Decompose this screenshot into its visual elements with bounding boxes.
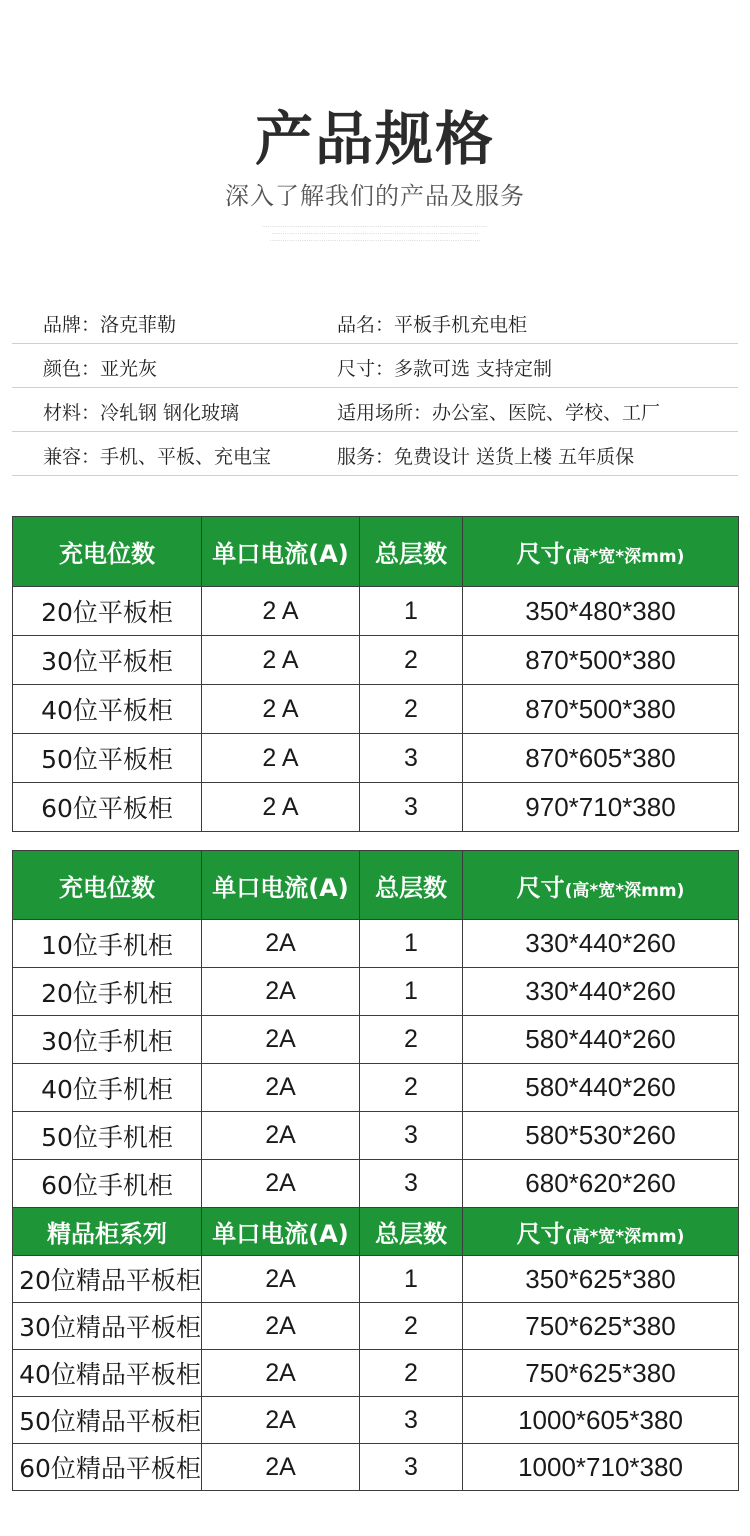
table-row — [13, 920, 739, 968]
dimensions-value: 870*500*380 — [463, 636, 739, 685]
table-row — [13, 1350, 739, 1397]
spec-service: 服务：免费设计 送货上楼 五年质保 — [337, 446, 635, 468]
dimensions-value: 750*625*380 — [463, 1303, 739, 1350]
table-row — [13, 1397, 739, 1444]
table-header-row — [13, 851, 739, 920]
spec-product-name: 品名：平板手机充电柜 — [337, 314, 528, 336]
table-row — [13, 685, 739, 734]
layer-count: 2 — [360, 685, 463, 734]
dimensions-value: 330*440*260 — [463, 920, 739, 968]
decorative-fine-print: ··············································································································· — [271, 231, 479, 237]
table-row — [13, 1160, 739, 1208]
layer-count: 1 — [360, 1256, 463, 1303]
model-name: 20位精品平板柜 — [13, 1256, 202, 1303]
current-value: 2 A — [202, 734, 360, 783]
layer-count: 3 — [360, 783, 463, 832]
current-value: 2A — [202, 1160, 360, 1208]
spec-row — [12, 432, 738, 476]
model-name: 20位平板柜 — [13, 587, 202, 636]
dimensions-value: 580*530*260 — [463, 1112, 739, 1160]
current-value: 2 A — [202, 636, 360, 685]
model-name: 20位手机柜 — [13, 968, 202, 1016]
table-row — [13, 783, 739, 832]
table-header-row — [13, 517, 739, 587]
table-row — [13, 1112, 739, 1160]
current-value: 2A — [202, 1350, 360, 1397]
layer-count: 2 — [360, 1064, 463, 1112]
dimensions-value: 350*625*380 — [463, 1256, 739, 1303]
current-value: 2A — [202, 1016, 360, 1064]
table-row — [13, 1064, 739, 1112]
col-header-size — [463, 1208, 739, 1256]
col-header-size — [463, 851, 739, 920]
model-name: 30位手机柜 — [13, 1016, 202, 1064]
table-row — [13, 1444, 739, 1491]
model-name: 40位平板柜 — [13, 685, 202, 734]
model-name: 40位精品平板柜 — [13, 1350, 202, 1397]
col-header-size-label: 尺寸 — [516, 540, 565, 568]
col-header-size — [463, 517, 739, 587]
current-value: 2A — [202, 1397, 360, 1444]
model-name: 60位平板柜 — [13, 783, 202, 832]
col-header-layers: 总层数 — [360, 851, 463, 920]
table-row — [13, 1303, 739, 1350]
layer-count: 2 — [360, 1016, 463, 1064]
model-name: 50位平板柜 — [13, 734, 202, 783]
spec-row — [12, 388, 738, 432]
current-value: 2A — [202, 1256, 360, 1303]
layer-count: 2 — [360, 1350, 463, 1397]
page-title: 产品规格 — [254, 105, 495, 173]
table-row — [13, 1256, 739, 1303]
layer-count: 2 — [360, 636, 463, 685]
table-row — [13, 1016, 739, 1064]
spec-venue: 适用场所：办公室、医院、学校、工厂 — [337, 402, 661, 424]
col-header-slots: 充电位数 — [13, 851, 202, 920]
dimensions-value: 750*625*380 — [463, 1350, 739, 1397]
current-value: 2 A — [202, 685, 360, 734]
layer-count: 1 — [360, 587, 463, 636]
spec-list — [12, 300, 738, 476]
current-value: 2A — [202, 1112, 360, 1160]
model-name: 10位手机柜 — [13, 920, 202, 968]
dimensions-value: 350*480*380 — [463, 587, 739, 636]
current-value: 2 A — [202, 587, 360, 636]
dimensions-value: 680*620*260 — [463, 1160, 739, 1208]
model-name: 50位手机柜 — [13, 1112, 202, 1160]
model-name: 60位精品平板柜 — [13, 1444, 202, 1491]
col-header-layers: 总层数 — [360, 1208, 463, 1256]
col-header-current: 单口电流(A) — [202, 851, 360, 920]
dimensions-value: 580*440*260 — [463, 1064, 739, 1112]
col-header-slots: 充电位数 — [13, 517, 202, 587]
tablet-spec-table — [12, 516, 739, 832]
model-name: 50位精品平板柜 — [13, 1397, 202, 1444]
current-value: 2A — [202, 920, 360, 968]
col-header-current: 单口电流(A) — [202, 1208, 360, 1256]
col-header-series: 精品柜系列 — [13, 1208, 202, 1256]
spec-row — [12, 300, 738, 344]
layer-count: 3 — [360, 1160, 463, 1208]
model-name: 30位平板柜 — [13, 636, 202, 685]
layer-count: 3 — [360, 734, 463, 783]
dimensions-value: 330*440*260 — [463, 968, 739, 1016]
dimensions-value: 970*710*380 — [463, 783, 739, 832]
spec-compatibility: 兼容：手机、平板、充电宝 — [43, 446, 272, 468]
col-header-size-label: 尺寸 — [516, 1220, 565, 1248]
model-name: 60位手机柜 — [13, 1160, 202, 1208]
dimensions-value: 580*440*260 — [463, 1016, 739, 1064]
layer-count: 3 — [360, 1112, 463, 1160]
table-row — [13, 587, 739, 636]
current-value: 2 A — [202, 783, 360, 832]
decorative-fine-print: ························································································································· — [262, 224, 488, 230]
model-name: 30位精品平板柜 — [13, 1303, 202, 1350]
dimensions-value: 870*605*380 — [463, 734, 739, 783]
layer-count: 3 — [360, 1444, 463, 1491]
premium-header-row — [13, 1208, 739, 1256]
phone-spec-table — [12, 850, 739, 1491]
table-row — [13, 636, 739, 685]
layer-count: 3 — [360, 1397, 463, 1444]
layer-count: 1 — [360, 920, 463, 968]
col-header-size-unit: (高*宽*深mm) — [564, 880, 685, 901]
dimensions-value: 870*500*380 — [463, 685, 739, 734]
layer-count: 1 — [360, 968, 463, 1016]
current-value: 2A — [202, 1064, 360, 1112]
spec-material: 材料：冷轧钢 钢化玻璃 — [43, 402, 240, 424]
col-header-size-unit: (高*宽*深mm) — [564, 547, 685, 567]
current-value: 2A — [202, 1444, 360, 1491]
col-header-current: 单口电流(A) — [202, 517, 360, 587]
current-value: 2A — [202, 1303, 360, 1350]
col-header-size-label: 尺寸 — [516, 873, 565, 902]
table-row — [13, 734, 739, 783]
decorative-fine-print: ················································································································· — [269, 238, 481, 244]
spec-color: 颜色：亚光灰 — [43, 358, 158, 380]
spec-row — [12, 344, 738, 388]
table-row — [13, 968, 739, 1016]
dimensions-value: 1000*710*380 — [463, 1444, 739, 1491]
dimensions-value: 1000*605*380 — [463, 1397, 739, 1444]
spec-brand: 品牌：洛克菲勒 — [43, 314, 177, 336]
col-header-layers: 总层数 — [360, 517, 463, 587]
model-name: 40位手机柜 — [13, 1064, 202, 1112]
col-header-size-unit: (高*宽*深mm) — [564, 1227, 685, 1247]
current-value: 2A — [202, 968, 360, 1016]
spec-size: 尺寸：多款可选 支持定制 — [337, 358, 553, 380]
layer-count: 2 — [360, 1303, 463, 1350]
page-subtitle: 深入了解我们的产品及服务 — [225, 182, 525, 210]
